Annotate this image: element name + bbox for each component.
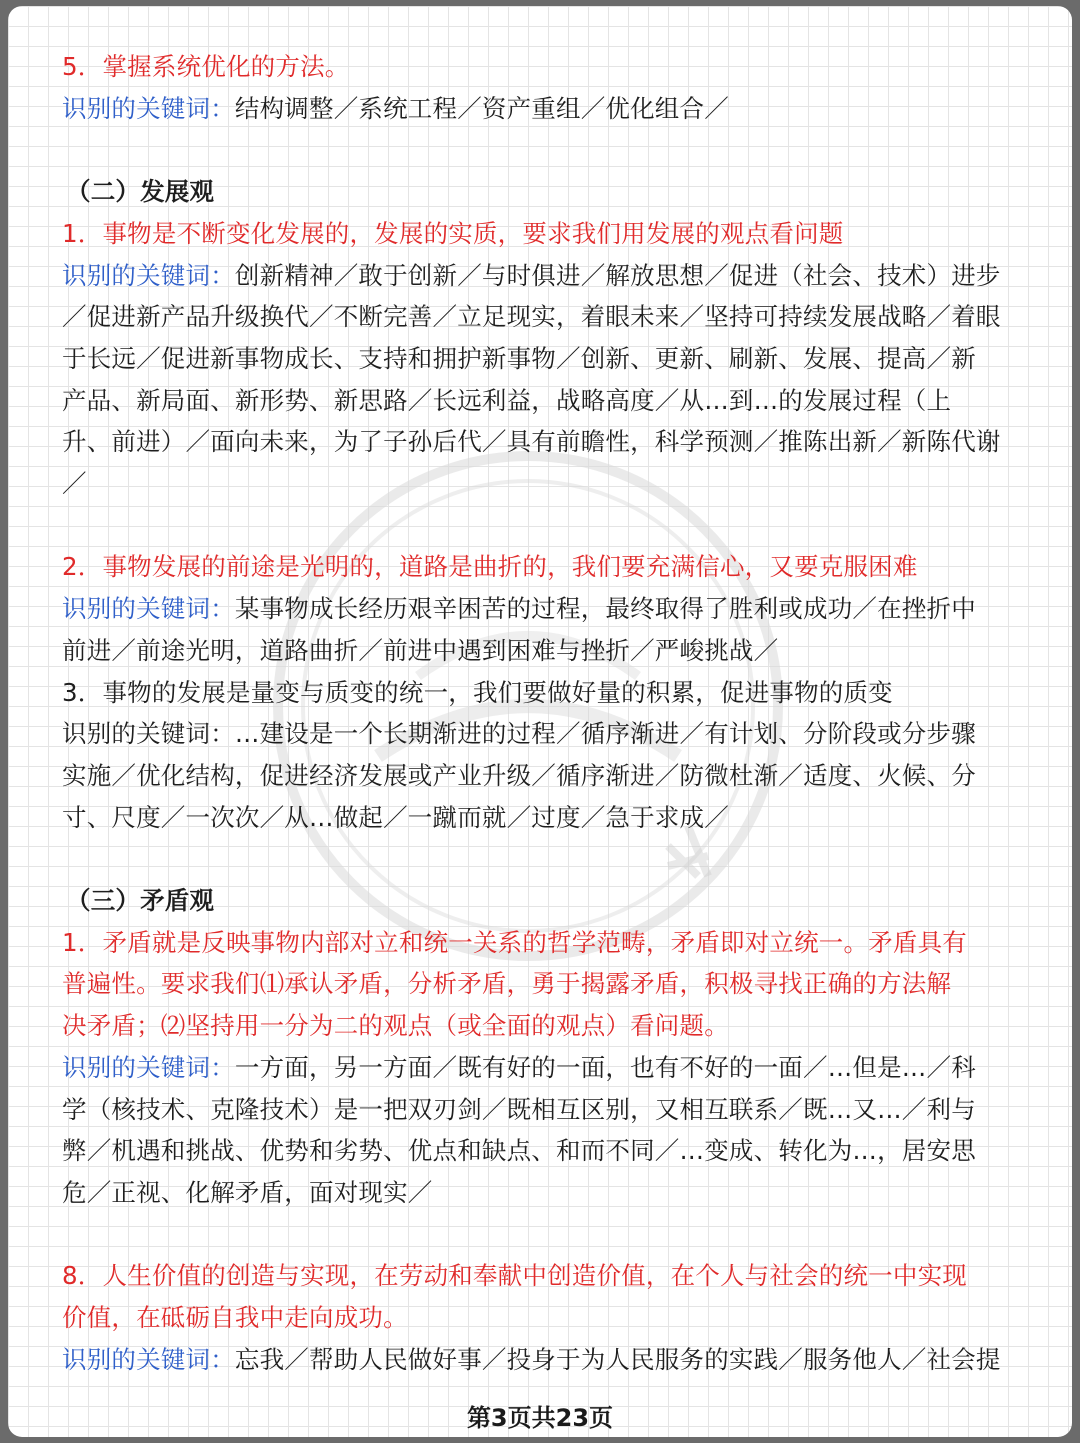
spacer	[62, 1214, 1027, 1256]
keyword-label: 识别的关键词：	[62, 93, 235, 123]
development-point-1-title: 1．事物是不断变化发展的，发展的实质，要求我们用发展的观点看问题	[62, 218, 844, 248]
spacer	[62, 129, 1027, 171]
development-point-2-title: 2．事物发展的前途是光明的，道路是曲折的，我们要充满信心，又要克服困难	[62, 552, 918, 582]
contradiction-point-1-keywords	[62, 1047, 1027, 1089]
keyword-text-line: 识别的关键词：…建设是一个长期渐进的过程／循序渐进／有计划、分阶段或分步骤	[62, 719, 976, 749]
keyword-text-line: 升、前进）／面向未来，为了子孙后代／具有前瞻性，科学预测／推陈出新／新陈代谢	[62, 427, 1001, 457]
page-number: 第3页共23页	[466, 1404, 614, 1432]
keyword-text-line: 弊／机遇和挑战、优势和劣势、优点和缺点、和而不同／…变成、转化为…，居安思	[62, 1136, 976, 1166]
section-8-title: 8．人生价值的创造与实现，在劳动和奉献中创造价值，在个人与社会的统一中实现	[62, 1261, 967, 1291]
development-point-1-keywords	[62, 255, 1027, 297]
keyword-text-line: ／	[62, 469, 87, 499]
keyword-text: 某事物成长经历艰辛困苦的过程，最终取得了胜利或成功／在挫折中	[234, 594, 976, 624]
document-page	[8, 6, 1072, 1437]
section-5-keywords	[62, 88, 1027, 130]
section-5-title: 5．掌握系统优化的方法。	[62, 52, 350, 81]
keyword-text-line: 于长远／促进新事物成长、支持和拥护新事物／创新、更新、刷新、发展、提高／新	[62, 343, 976, 373]
keyword-text-line: 产品、新局面、新形势、新思路／长远利益，战略高度／从…到…的发展过程（上	[62, 385, 952, 415]
contradiction-point-1-title: 1．矛盾就是反映事物内部对立和统一关系的哲学范畴，矛盾即对立统一。矛盾具有	[62, 927, 967, 957]
development-point-2-keywords	[62, 588, 1027, 630]
contradiction-point-1-title: 普遍性。要求我们⑴承认矛盾，分析矛盾，勇于揭露矛盾，积极寻找正确的方法解	[62, 969, 952, 999]
section-8-keywords	[62, 1339, 1027, 1381]
keyword-text-line: ／促进新产品升级换代／不断完善／立足现实，着眼未来／坚持可持续发展战略／着眼	[62, 302, 1001, 332]
section-8-title: 价值，在砥砺自我中走向成功。	[62, 1303, 408, 1333]
section-heading-development: （二）发展观	[66, 177, 215, 207]
keyword-text: 忘我／帮助人民做好事／投身于为人民服务的实践／服务他人／社会提	[234, 1344, 1001, 1374]
development-point-3-title: 3．事物的发展是量变与质变的统一，我们要做好量的积累，促进事物的质变	[62, 677, 893, 707]
keyword-text: 结构调整／系统工程／资产重组／优化组合／	[234, 93, 729, 123]
spacer	[62, 505, 1027, 547]
spacer	[62, 838, 1027, 880]
keyword-text: 一方面，另一方面／既有好的一面，也有不好的一面／…但是…／科	[234, 1052, 976, 1082]
keyword-label: 识别的关键词：	[62, 594, 235, 624]
document-content	[62, 46, 1027, 1380]
keyword-text-line: 实施／优化结构，促进经济发展或产业升级／循序渐进／防微杜渐／适度、火候、分	[62, 760, 976, 790]
keyword-text-line: 寸、尺度／一次次／从…做起／一蹴而就／过度／急于求成／	[62, 802, 729, 832]
keyword-label: 识别的关键词：	[62, 1052, 235, 1082]
keyword-text-line: 前进／前途光明，道路曲折／前进中遇到困难与挫折／严峻挑战／	[62, 635, 779, 665]
contradiction-point-1-title: 决矛盾；⑵坚持用一分为二的观点（或全面的观点）看问题。	[62, 1011, 729, 1041]
keyword-label: 识别的关键词：	[62, 1344, 235, 1374]
section-heading-contradiction: （三）矛盾观	[66, 886, 215, 916]
keyword-text-line: 学（核技术、克隆技术）是一把双刃剑／既相互区别，又相互联系／既…又…／利与	[62, 1094, 976, 1124]
keyword-text: 创新精神／敢于创新／与时俱进／解放思想／促进（社会、技术）进步	[234, 260, 1001, 290]
keyword-label: 识别的关键词：	[62, 260, 235, 290]
keyword-text-line: 危／正视、化解矛盾，面对现实／	[62, 1177, 433, 1207]
